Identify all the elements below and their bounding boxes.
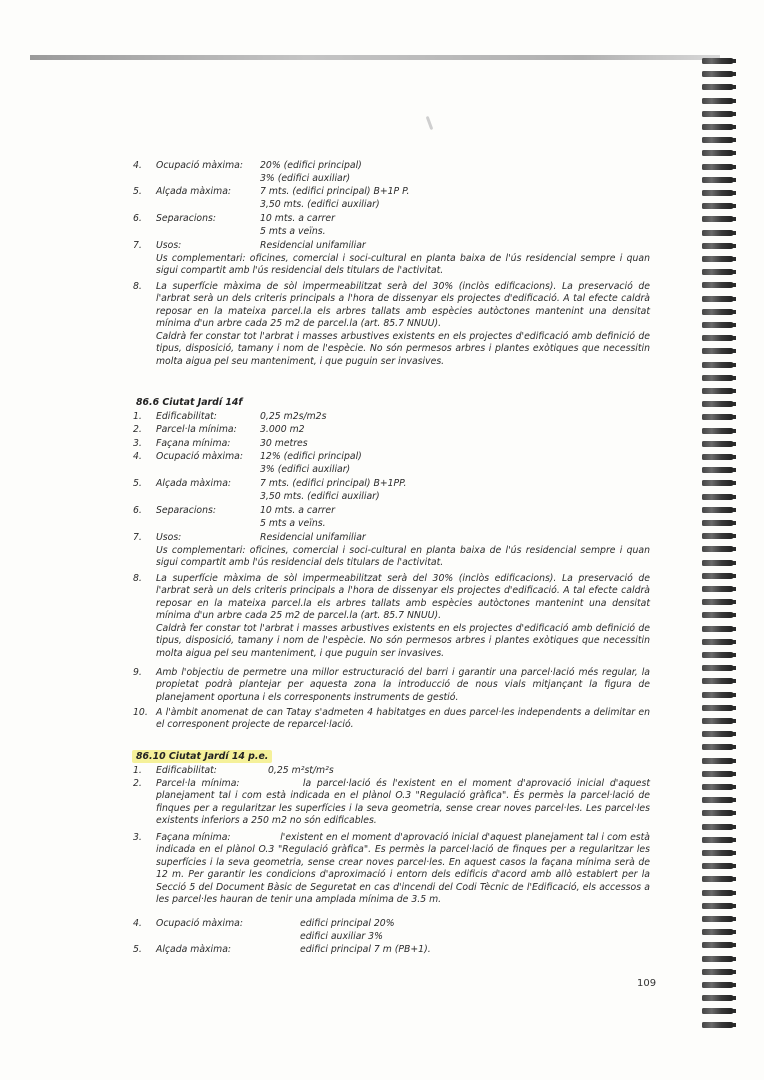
binding-coil: [702, 348, 734, 354]
binding-coil: [702, 1008, 734, 1014]
binding-coil: [702, 507, 734, 513]
binding-coil: [702, 744, 734, 750]
s8610-item-3-text: Façana mínima: l'existent en el moment d'aprovació inicial d'aquest planejament tal i com està indicada en el plànol O.3 "Regulació gràfica". Es permès la parcel·lació de finques per a regularitzar les superfícies i la seva geometria, sense crear noves parcel·les. En aquest casos la façana mínima serà de 12 m. Per garantir les condicions d'aproximació i entorn dels edificis d'acord amb allò establert per la Secció 5 del Document Bàsic de Seguretat en cas d'incendi del Codi Tècnic de l'Edificació, els accessos a les parcel·les hauran de tenir una amplada mínima de 3.5 m.: [156, 832, 650, 906]
s8610-item-2-text: Parcel·la mínima: la parcel·lació és l'existent en el moment d'aprovació inicial d'aquest planejament tal i com està indicada en el plànol O.3 "Regulació gràfica". És permès la parcel·lació de finques per a regularitzar les superfícies i la seva geometria, sense crear noves parcel·les. Les parcel·les existents inferiors a 250 m2 no són edificables.: [156, 778, 651, 827]
binding-coil: [702, 309, 734, 315]
binding-coil: [702, 678, 734, 684]
binding-coil: [702, 296, 734, 302]
document-page: 4. Ocupació màxima: 20% (edifici principal) 3% (edifici auxiliar) 5. Alçada màxima: 7 mts. (edifici principal) B+1P P. 3,50 mts. (edifici auxiliar) 6. Separacions: 10 mts. a carrer 5 mts a veïns. 7. Usos: Residencial unifamiliar Us complementari: oficines, comercial i soci-cultural en planta baixa de l'ús residencial sempre i quan sigui compartit amb l'ús residencial dels titulars de l'activitat. 8. La superfície màxima de sòl impermeabilitzat serà del 30% (inclòs edificacions). La preservació de l'arbrat serà un dels criteris principals a l'hora de dissenyar els projectes d'edificació. A tal efecte caldrà reposar en la mateixa parcel.la els arbres tallats amb espècies autòctones mantenint una densitat mínima d'un arbre cada 25 m2 de parcel.la (art. 85.7 NNUU). Caldrà fer constar tot l'arbrat i masses arbustives existents en els projectes d'edificació amb definició de tipus, disposició, tamany i nom de l'espècie. No són permesos arbres i plantes exòtiques que necessitin molta aigua pel seu manteniment, i que puguin ser invasives. 86.6 Ciutat Jardí 14f 1. Edificabilitat: 0,25 m2s/m2s 2. Parcel·la mínima: 3.000 m2 3. Façana mínima: 30 metres 4. Ocupació màxima: 12% (edifici principal) 3% (edifici auxiliar) 5. Alçada màxima: 7 mts. (edifici principal) B+1PP. 3,50 mts. (edifici auxiliar) 6. Separacions: 10 mts. a carrer 5 mts a veïns. 7. Usos: Residencial unifamiliar Us complementari: oficines, comercial i soci-cultural en planta baixa de l'ús residencial sempre i quan sigui compartit amb l'ús residencial dels titulars de l'activitat. 8. La superfície màxima de sòl impermeabilitzat serà del 30% (inclòs edificacions). La preservació de l'arbrat serà un dels criteris principals a l'hora de dissenyar els projectes d'edificació. A tal efecte caldrà reposar en la mateixa parcel.la els arbres tallats amb espècies autòctones mantenint una densitat mínima d'un arbre cada 25 m2 de parcel.la (art. 85.7 NNUU). Caldrà fer constar tot l'arbrat i masses arbustives existents en els projectes d'edificació amb definició de tipus, disposició, tamany i nom de l'espècie. No són permesos arbres i plantes exòtiques que necessitin molta aigua pel seu manteniment, i que puguin ser invasives. 9. Amb l'objectiu de permetre una millor estructuració del barri i garantir una parcel·lació més regular, la propietat podrà plantejar per aquesta zona la introducció de nous vials mitjançant la figura de planejament oportuna i els corresponents instruments de gestió. 10. A l'àmbit anomenat de can Tatay s'admeten 4 habitatges en dues parcel·les independents a delimitar en el corresponent projecte de reparcel·lació. 86.10 Ciutat Jardí 14 p.e. 1. Edificabilitat: 0,25 m²st/m²s 2. Parcel·la mínima: la parcel·lació és l'existent en el moment d'aprovació inicial d'aquest planejament tal i com està indicada en el plànol O.3 "Regulació gràfica". És permès la parcel·lació de finques per a regularitzar les superfícies i la seva geometria, sense crear noves parcel·les. Les parcel·les existents inferiors a 250 m2 no són edificables. 3. Façana mínima: l'existent en el moment d'aprovació inicial d'aquest planejament tal i com està indicada en el plànol O.3 "Regulació gràfica". Es permès la parcel·lació de finques per a regularitzar les superfícies i la seva geometria, sense crear noves parcel·les. En aquest casos la façana mínima serà de 12 m. Per garantir les condicions d'aproximació i entorn dels edificis d'acord amb allò establert per la Secció 5 del Document Bàsic de Seguretat en cas d'incendi del Codi Tècnic de l'Edificació, els accessos a les parcel·les hauran de tenir una amplada mínima de 3.5 m. 4. Ocupació màxima: edifici principal 20% edifici auxiliar 3% 5. Alçada màxima: edifici principal 7 m (PB+1). 109: [133, 160, 657, 989]
binding-coil: [702, 929, 734, 935]
binding-coil: [702, 863, 734, 869]
binding-coil: [702, 810, 734, 816]
binding-coil: [702, 956, 734, 962]
binding-coil: [702, 824, 734, 830]
binding-coil: [702, 203, 734, 209]
binding-coil: [702, 652, 734, 658]
s866-item-9-text: Amb l'objectiu de permetre una millor estructuració del barri i garantir una parcel·lació més regular, la propietat podrà plantejar per aquesta zona la introducció de nous vials mitjançant la figura de planejament oportuna i els corresponents instruments de gestió.: [156, 667, 650, 703]
section-86-6-heading: 86.6 Ciutat Jardí 14f: [136, 397, 243, 408]
page-number: 109: [637, 978, 657, 989]
binding-coil: [702, 560, 734, 566]
binding-coil: [702, 256, 734, 262]
binding-coil: [702, 454, 734, 460]
binding-coil: [702, 837, 734, 843]
binding-coil: [702, 850, 734, 856]
binding-coil: [702, 177, 734, 183]
binding-coil: [702, 586, 734, 592]
binding-coil: [702, 414, 734, 420]
binding-coil: [702, 969, 734, 975]
binding-coil: [702, 533, 734, 539]
binding-coil: [702, 995, 734, 1001]
binding-coil: [702, 494, 734, 500]
binding-coil: [702, 639, 734, 645]
heading-highlight: 86.10 Ciutat Jardí 14 p.e.: [132, 750, 272, 763]
binding-coil: [702, 903, 734, 909]
binding-coil: [702, 243, 734, 249]
binding-coil: [702, 797, 734, 803]
binding-coil: [702, 137, 734, 143]
binding-coil: [702, 111, 734, 117]
binding-coil: [702, 599, 734, 605]
binding-coil: [702, 335, 734, 341]
prev-usos-text: Us complementari: oficines, comercial i soci-cultural en planta baixa de l'ús residencial sempre i quan sigui compartit amb l'ús residencial dels titulars de l'activitat.: [156, 253, 650, 277]
binding-coil: [702, 705, 734, 711]
binding-coil: [702, 124, 734, 130]
binding-coil: [702, 916, 734, 922]
prev-item-8-paragraph-2: Caldrà fer constar tot l'arbrat i masses arbustives existents en els projectes d'edificació amb definició de tipus, disposició, tamany i nom de l'espècie. No són permesos arbres i plantes exòtiques que necessitin molta aigua pel seu manteniment, i que puguin ser invasives.: [156, 331, 650, 367]
binding-coil: [702, 441, 734, 447]
binding-coil: [702, 190, 734, 196]
binding-coil: [702, 665, 734, 671]
binding-coil: [702, 758, 734, 764]
binding-coil: [702, 942, 734, 948]
binding-coil: [702, 150, 734, 156]
binding-coil: [702, 692, 734, 698]
binding-coil: [702, 718, 734, 724]
spiral-binding: [700, 58, 736, 1038]
binding-coil: [702, 388, 734, 394]
binding-coil: [702, 216, 734, 222]
binding-coil: [702, 401, 734, 407]
binding-coil: [702, 890, 734, 896]
binding-coil: [702, 982, 734, 988]
binding-coil: [702, 269, 734, 275]
binding-coil: [702, 164, 734, 170]
binding-coil: [702, 58, 734, 64]
binding-coil: [702, 626, 734, 632]
binding-coil: [702, 546, 734, 552]
s866-item-10-text: A l'àmbit anomenat de can Tatay s'admeten 4 habitatges en dues parcel·les independents a delimitar en el corresponent projecte de reparcel·lació.: [156, 707, 650, 731]
binding-coil: [702, 467, 734, 473]
s866-item-8-paragraph-2: Caldrà fer constar tot l'arbrat i masses arbustives existents en els projectes d'edificació amb definició de tipus, disposició, tamany i nom de l'espècie. No són permesos arbres i plantes exòtiques que necessitin molta aigua pel seu manteniment, i que puguin ser invasives.: [156, 623, 650, 659]
section-86-10-heading: [136, 751, 272, 763]
prev-item-8-paragraph-1: La superfície màxima de sòl impermeabilitzat serà del 30% (inclòs edificacions). La preservació de l'arbrat serà un dels criteris principals a l'hora de dissenyar els projectes d'edificació. A tal efecte caldrà reposar en la mateixa parcel.la els arbres tallats amb espècies autòctones mantenint una densitat mínima d'un arbre cada 25 m2 de parcel.la (art. 85.7 NNUU).: [156, 281, 650, 330]
binding-coil: [702, 362, 734, 368]
binding-coil: [702, 322, 734, 328]
binding-coil: [702, 230, 734, 236]
binding-coil: [702, 573, 734, 579]
binding-coil: [702, 771, 734, 777]
binding-coil: [702, 1022, 734, 1028]
binding-coil: [702, 731, 734, 737]
binding-coil: [702, 612, 734, 618]
binding-coil: [702, 282, 734, 288]
binding-coil: [702, 520, 734, 526]
binding-coil: [702, 480, 734, 486]
binding-coil: [702, 98, 734, 104]
s866-usos-text: Us complementari: oficines, comercial i soci-cultural en planta baixa de l'ús residencial sempre i quan sigui compartit amb l'ús residencial dels titulars de l'activitat.: [156, 545, 650, 569]
binding-coil: [702, 71, 734, 77]
binding-coil: [702, 84, 734, 90]
binding-coil: [702, 876, 734, 882]
s866-item-8-paragraph-1: La superfície màxima de sòl impermeabilitzat serà del 30% (inclòs edificacions). La preservació de l'arbrat serà un dels criteris principals a l'hora de dissenyar els projectes d'edificació. A tal efecte caldrà reposar en la mateixa parcel.la els arbres tallats amb espècies autòctones mantenint una densitat mínima d'un arbre cada 25 m2 de parcel.la (art. 85.7 NNUU).: [156, 573, 650, 622]
binding-coil: [702, 375, 734, 381]
binding-coil: [702, 784, 734, 790]
binding-coil: [702, 428, 734, 434]
